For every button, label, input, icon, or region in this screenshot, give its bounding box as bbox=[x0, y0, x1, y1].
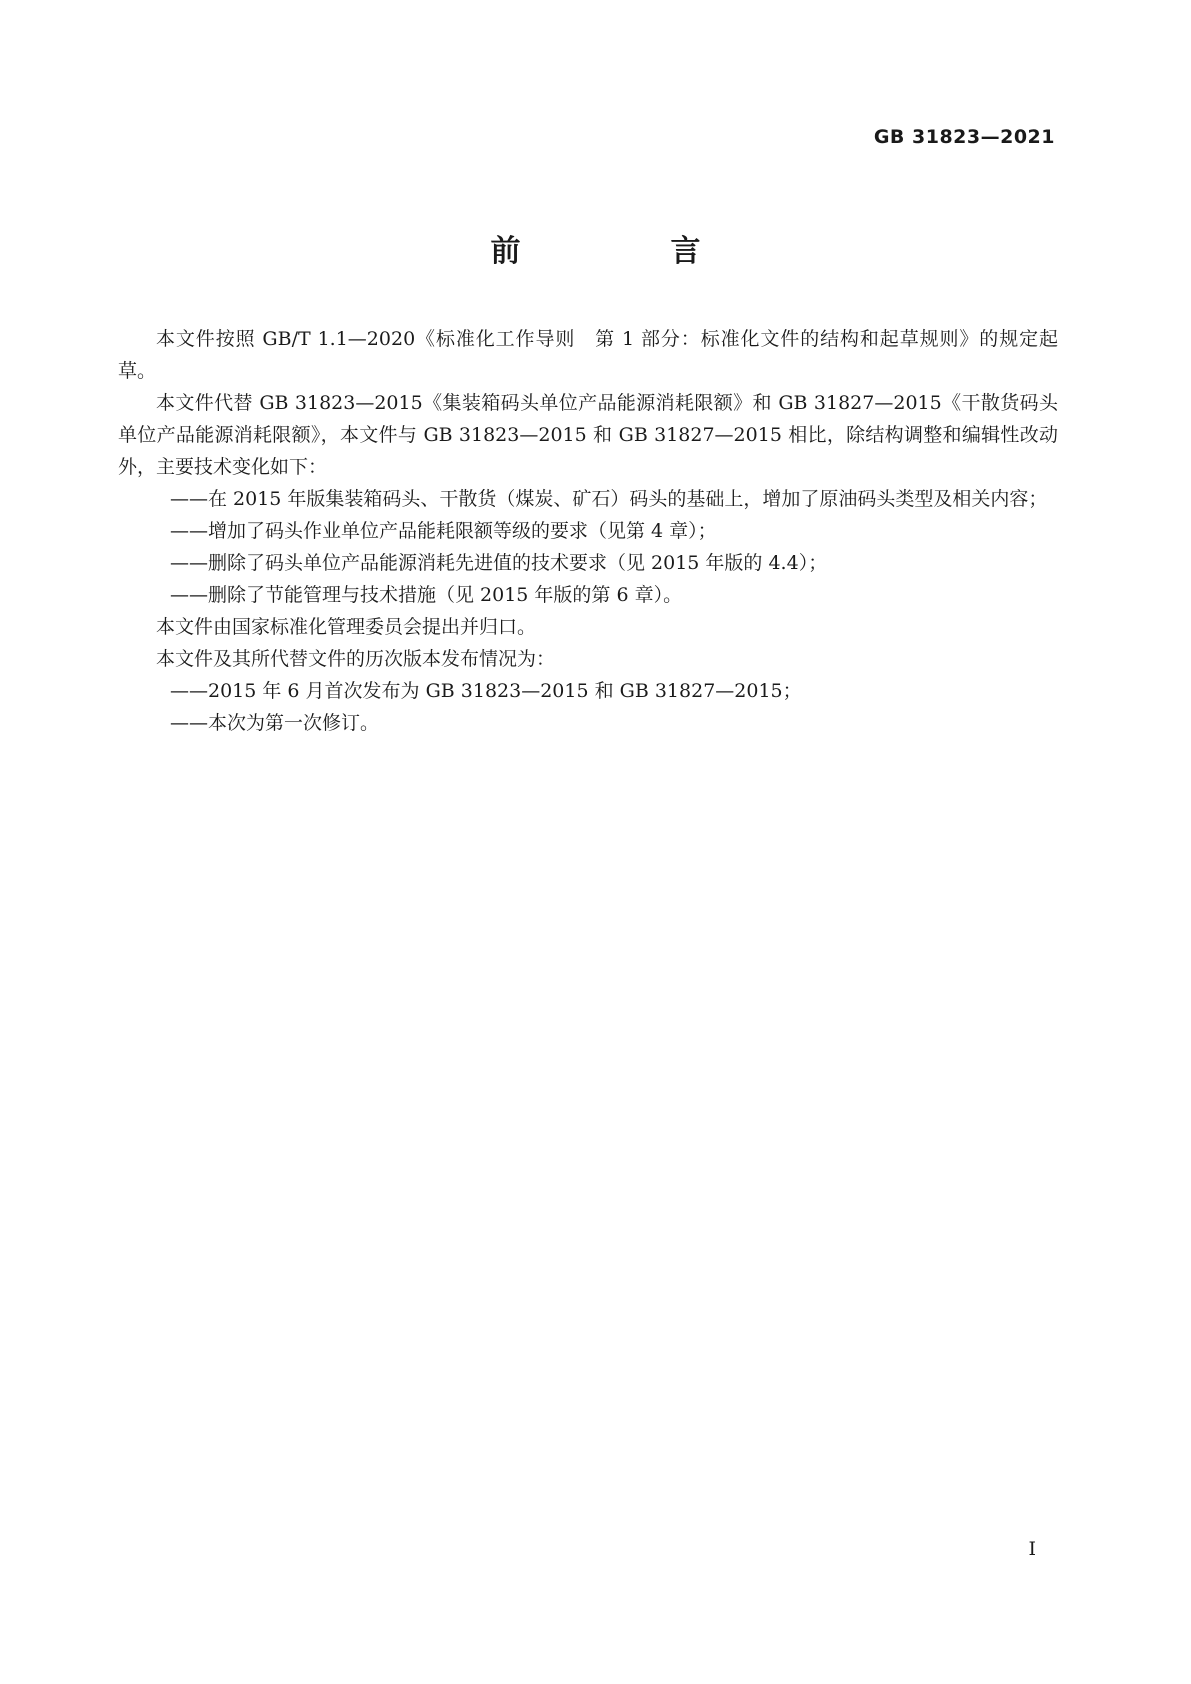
list-item bbox=[118, 483, 1058, 515]
foreword-body bbox=[118, 323, 1058, 739]
page-title: 前 言 bbox=[490, 234, 761, 269]
dash-mark: —— bbox=[170, 712, 208, 734]
dash-mark: —— bbox=[170, 680, 208, 702]
page-number: I bbox=[1028, 1538, 1036, 1560]
dash-mark: —— bbox=[170, 584, 208, 606]
list-item bbox=[118, 707, 1058, 739]
change-item-text: 删除了节能管理与技术措施（见 2015 年版的第 6 章）。 bbox=[208, 584, 683, 606]
paragraph-drafting-basis: 本文件按照 GB/T 1.1—2020《标准化工作导则 第 1 部分：标准化文件的结构和起草规则》的规定起草。 bbox=[118, 328, 1058, 382]
change-item-text: 删除了码头单位产品能源消耗先进值的技术要求（见 2015 年版的 4.4）； bbox=[208, 552, 828, 574]
list-item bbox=[118, 547, 1058, 579]
history-item-text: 本次为第一次修订。 bbox=[208, 712, 380, 734]
list-item bbox=[118, 515, 1058, 547]
paragraph-proposer: 本文件由国家标准化管理委员会提出并归口。 bbox=[156, 616, 537, 638]
dash-mark: —— bbox=[170, 488, 208, 510]
standard-code: GB 31823—2021 bbox=[873, 126, 1055, 148]
history-item-text: 2015 年 6 月首次发布为 GB 31823—2015 和 GB 31827—2015； bbox=[208, 680, 802, 702]
change-item-text: 在 2015 年版集装箱码头、干散货（煤炭、矿石）码头的基础上，增加了原油码头类型及相关内容； bbox=[208, 488, 1048, 510]
change-item-text: 增加了码头作业单位产品能耗限额等级的要求（见第 4 章）； bbox=[208, 520, 717, 542]
list-item bbox=[118, 579, 1058, 611]
paragraph-replacement: 本文件代替 GB 31823—2015《集装箱码头单位产品能源消耗限额》和 GB 31827—2015《干散货码头单位产品能源消耗限额》，本文件与 GB 31823—2015 和 GB 31827—2015 相比，除结构调整和编辑性改动外，主要技术变化如下： bbox=[118, 392, 1058, 478]
list-item bbox=[118, 675, 1058, 707]
dash-mark: —— bbox=[170, 520, 208, 542]
paragraph-history-intro: 本文件及其所代替文件的历次版本发布情况为： bbox=[156, 648, 556, 670]
dash-mark: —— bbox=[170, 552, 208, 574]
